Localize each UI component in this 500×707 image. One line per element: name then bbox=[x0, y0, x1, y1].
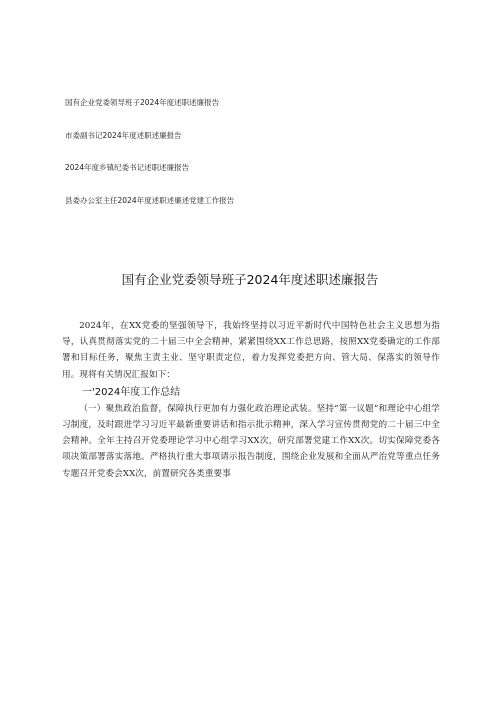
document-body bbox=[62, 318, 440, 482]
section-paragraph-political-supervision: （一）聚焦政治监督，保障执行更加有力强化政治理论武装。坚持“第一议题”和理论中心组学习制度，及时跟进学习习近平最新重要讲话和指示批示精神，深入学习宣传贯彻党的二十届三中全会精神。全年主持召开党委理论学习中心组学习XX次，研究部署党建工作XX次。切实保障党委各项决策部署落实落地。严格执行重大事项请示报告制度，围绕企业发展和全面从严治党等重点任务专题召开党委会XX次，前置研究各类重要事 bbox=[62, 403, 440, 479]
section-heading-annual-summary: 一'2024年度工作总结 bbox=[82, 386, 181, 398]
document-title: 国有企业党委领导班子2024年度述职述廉报告 bbox=[121, 272, 379, 287]
toc-item-deputy-secretary-report[interactable]: 市委副书记2024年度述职述廉报告 bbox=[65, 130, 182, 140]
toc-item-township-discipline-report[interactable]: 2024年度乡镇纪委书记述职述廉报告 bbox=[65, 163, 190, 172]
table-of-contents bbox=[65, 98, 465, 228]
toc-item-soe-party-committee-report[interactable]: 国有企业党委领导班子2024年度述职述廉报告 bbox=[65, 98, 220, 107]
toc-item-county-office-director-report[interactable]: 县委办公室主任2024年度述职述廉述党建工作报告 bbox=[65, 195, 235, 205]
intro-paragraph: 2024年，在XX党委的坚强领导下，我始终坚持以习近平新时代中国特色社会主义思想为指导，认真贯彻落实党的二十届三中全会精神，紧紧围绕XX工作总思路，按照XX党委确定的工作部署和目标任务，聚焦主责主业、坚守职责定位，着力发挥党委把方向、管大局、保落实的领导作用。现将有关情况汇报如下： bbox=[62, 321, 440, 380]
